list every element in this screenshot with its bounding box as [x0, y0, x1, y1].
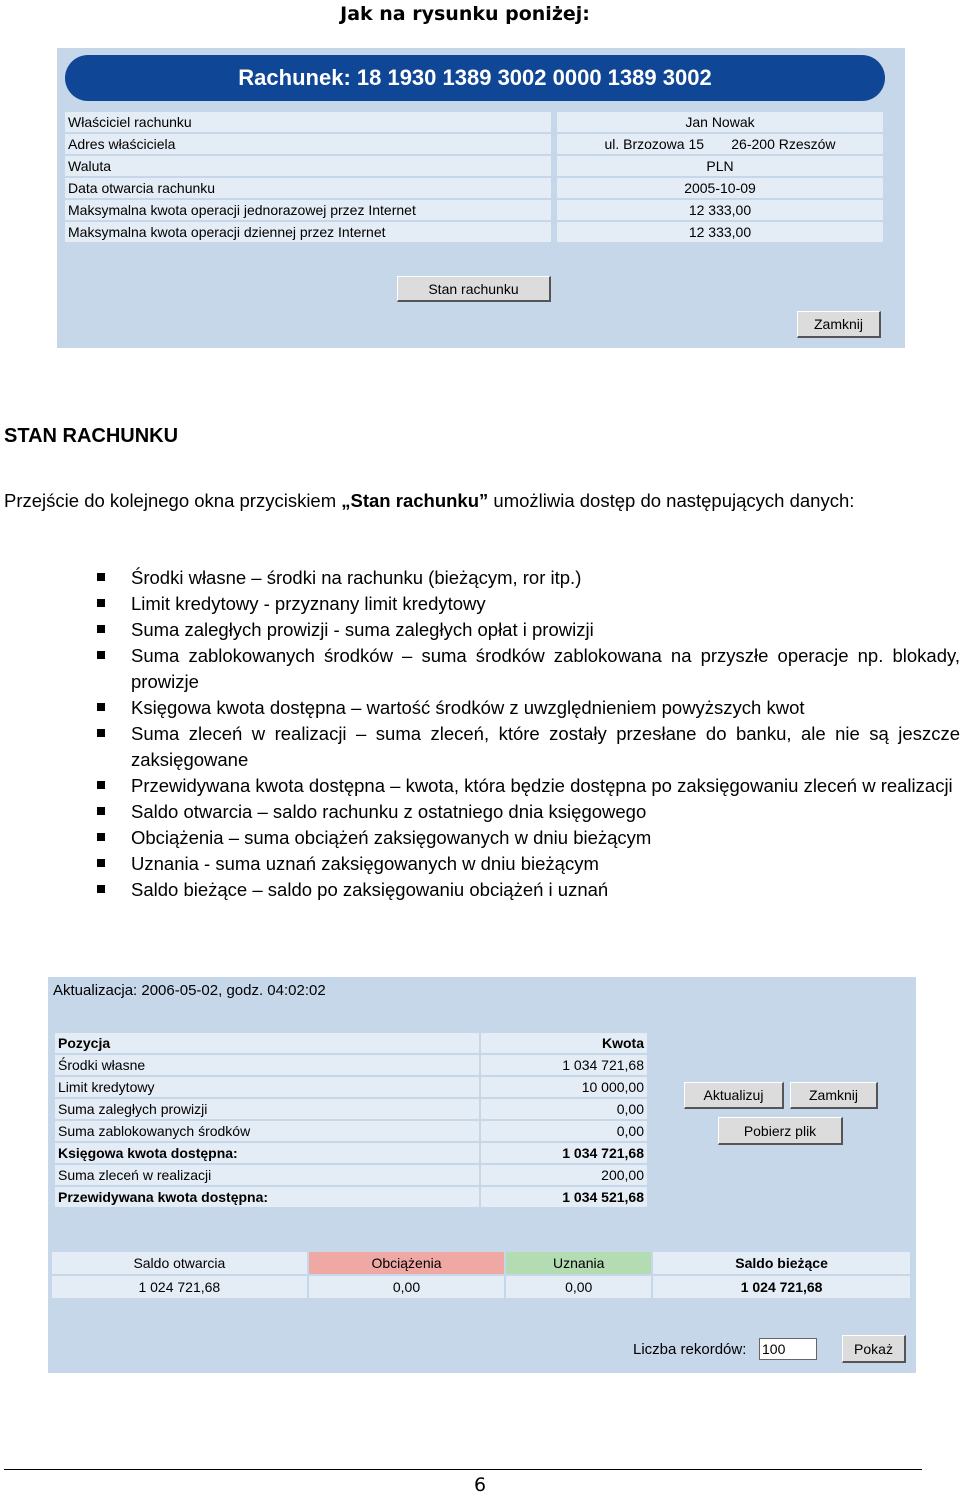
header-saldo-otwarcia: Saldo otwarcia [52, 1252, 307, 1274]
section-title: STAN RACHUNKU [4, 425, 179, 447]
saldo-table [50, 1250, 912, 1300]
records-label: Liczba rekordów: [633, 1341, 747, 1358]
account-title: Rachunek: 18 1930 1389 3002 0000 1389 3002 [65, 55, 885, 101]
row-label: Limit kredytowy [55, 1077, 479, 1097]
footer-divider [4, 1469, 922, 1470]
row-label: Data otwarcia rachunku [65, 178, 551, 198]
row-value: 2005-10-09 [557, 178, 883, 198]
list-item: Uznania - suma uznań zaksięgowanych w dniu bieżącym [95, 851, 960, 877]
table-row [55, 1099, 647, 1119]
row-label: Przewidywana kwota dostępna: [55, 1187, 479, 1207]
page-heading: Jak na rysunku poniżej: [340, 3, 590, 25]
table-row [65, 200, 883, 220]
list-item: Saldo otwarcia – saldo rachunku z ostatniego dnia księgowego [95, 799, 960, 825]
bullet-square-icon [97, 859, 105, 867]
row-value: 1 034 721,68 [481, 1143, 647, 1163]
intro-paragraph: Przejście do kolejnego okna przyciskiem „Stan rachunku” umożliwia dostęp do następujących danych: [4, 490, 855, 511]
list-item: Saldo bieżące – saldo po zaksięgowaniu obciążeń i uznań [95, 877, 960, 903]
header-uznania: Uznania [506, 1252, 651, 1274]
row-label: Właściciel rachunku [65, 112, 551, 132]
column-header-pozycja: Pozycja [55, 1033, 479, 1053]
balance-table [53, 1031, 649, 1209]
row-label: Adres właściciela [65, 134, 551, 154]
table-row [55, 1121, 647, 1141]
row-value: 200,00 [481, 1165, 647, 1185]
list-item: Obciążenia – suma obciążeń zaksięgowanych w dniu bieżącym [95, 825, 960, 851]
table-header-row [55, 1033, 647, 1053]
update-timestamp: Aktualizacja: 2006-05-02, godz. 04:02:02 [53, 982, 326, 999]
zamknij-button[interactable]: Zamknij [790, 1082, 878, 1109]
header-saldo-biezace: Saldo bieżące [653, 1252, 910, 1274]
table-row [65, 112, 883, 132]
row-value: 12 333,00 [557, 200, 883, 220]
row-label: Środki własne [55, 1055, 479, 1075]
account-info-table [65, 110, 883, 244]
bullet-square-icon [97, 885, 105, 893]
header-obciazenia: Obciążenia [309, 1252, 505, 1274]
zamknij-button[interactable]: Zamknij [797, 311, 881, 338]
records-input[interactable] [759, 1338, 817, 1360]
bullet-list [95, 565, 960, 903]
bullet-square-icon [97, 599, 105, 607]
stan-rachunku-button[interactable]: Stan rachunku [397, 276, 551, 302]
row-label: Księgowa kwota dostępna: [55, 1143, 479, 1163]
row-value: 0,00 [481, 1099, 647, 1119]
bullet-square-icon [97, 729, 105, 737]
list-item: Suma zablokowanych środków – suma środków zablokowana na przyszłe operacje np. blokady, prowizje [95, 643, 960, 695]
bullet-square-icon [97, 807, 105, 815]
row-value: 0,00 [481, 1121, 647, 1141]
list-item: Środki własne – środki na rachunku (bieżącym, ror itp.) [95, 565, 960, 591]
intro-emphasis: „Stan rachunku” [341, 490, 489, 511]
row-value: 12 333,00 [557, 222, 883, 242]
table-row [55, 1165, 647, 1185]
page-number: 6 [473, 1474, 487, 1496]
row-label: Suma zablokowanych środków [55, 1121, 479, 1141]
row-label: Maksymalna kwota operacji jednorazowej przez Internet [65, 200, 551, 220]
account-panel [57, 48, 905, 348]
value-uznania: 0,00 [506, 1276, 651, 1298]
bullet-square-icon [97, 573, 105, 581]
bullet-square-icon [97, 651, 105, 659]
row-label: Waluta [65, 156, 551, 176]
bullet-square-icon [97, 625, 105, 633]
list-item: Limit kredytowy - przyznany limit kredytowy [95, 591, 960, 617]
row-label: Suma zaległych prowizji [55, 1099, 479, 1119]
row-value: 10 000,00 [481, 1077, 647, 1097]
value-obciazenia: 0,00 [309, 1276, 505, 1298]
value-saldo-biezace: 1 024 721,68 [653, 1276, 910, 1298]
list-item: Przewidywana kwota dostępna – kwota, która będzie dostępna po zaksięgowaniu zleceń w realizacji [95, 773, 960, 799]
row-value: Jan Nowak [557, 112, 883, 132]
list-item: Księgowa kwota dostępna – wartość środków z uwzględnieniem powyższych kwot [95, 695, 960, 721]
row-label: Suma zleceń w realizacji [55, 1165, 479, 1185]
table-row [65, 178, 883, 198]
table-row [65, 156, 883, 176]
row-value: PLN [557, 156, 883, 176]
row-value: 1 034 521,68 [481, 1187, 647, 1207]
table-header-row [52, 1252, 910, 1274]
list-item: Suma zleceń w realizacji – suma zleceń, które zostały przesłane do banku, ale nie są jeszcze zaksięgowane [95, 721, 960, 773]
bullet-square-icon [97, 781, 105, 789]
row-value: ul. Brzozowa 15 26-200 Rzeszów [557, 134, 883, 154]
aktualizuj-button[interactable]: Aktualizuj [684, 1082, 784, 1109]
row-value: 1 034 721,68 [481, 1055, 647, 1075]
value-saldo-otwarcia: 1 024 721,68 [52, 1276, 307, 1298]
table-row [55, 1143, 647, 1163]
pokaz-button[interactable]: Pokaż [842, 1335, 906, 1363]
row-label: Maksymalna kwota operacji dziennej przez Internet [65, 222, 551, 242]
table-row [65, 222, 883, 242]
pobierz-plik-button[interactable]: Pobierz plik [718, 1117, 843, 1145]
bullet-square-icon [97, 703, 105, 711]
balance-panel [48, 977, 916, 1373]
table-row [55, 1077, 647, 1097]
table-row [65, 134, 883, 154]
list-item: Suma zaległych prowizji - suma zaległych opłat i prowizji [95, 617, 960, 643]
table-row [52, 1276, 910, 1298]
table-row [55, 1187, 647, 1207]
bullet-square-icon [97, 833, 105, 841]
table-row [55, 1055, 647, 1075]
column-header-kwota: Kwota [481, 1033, 647, 1053]
